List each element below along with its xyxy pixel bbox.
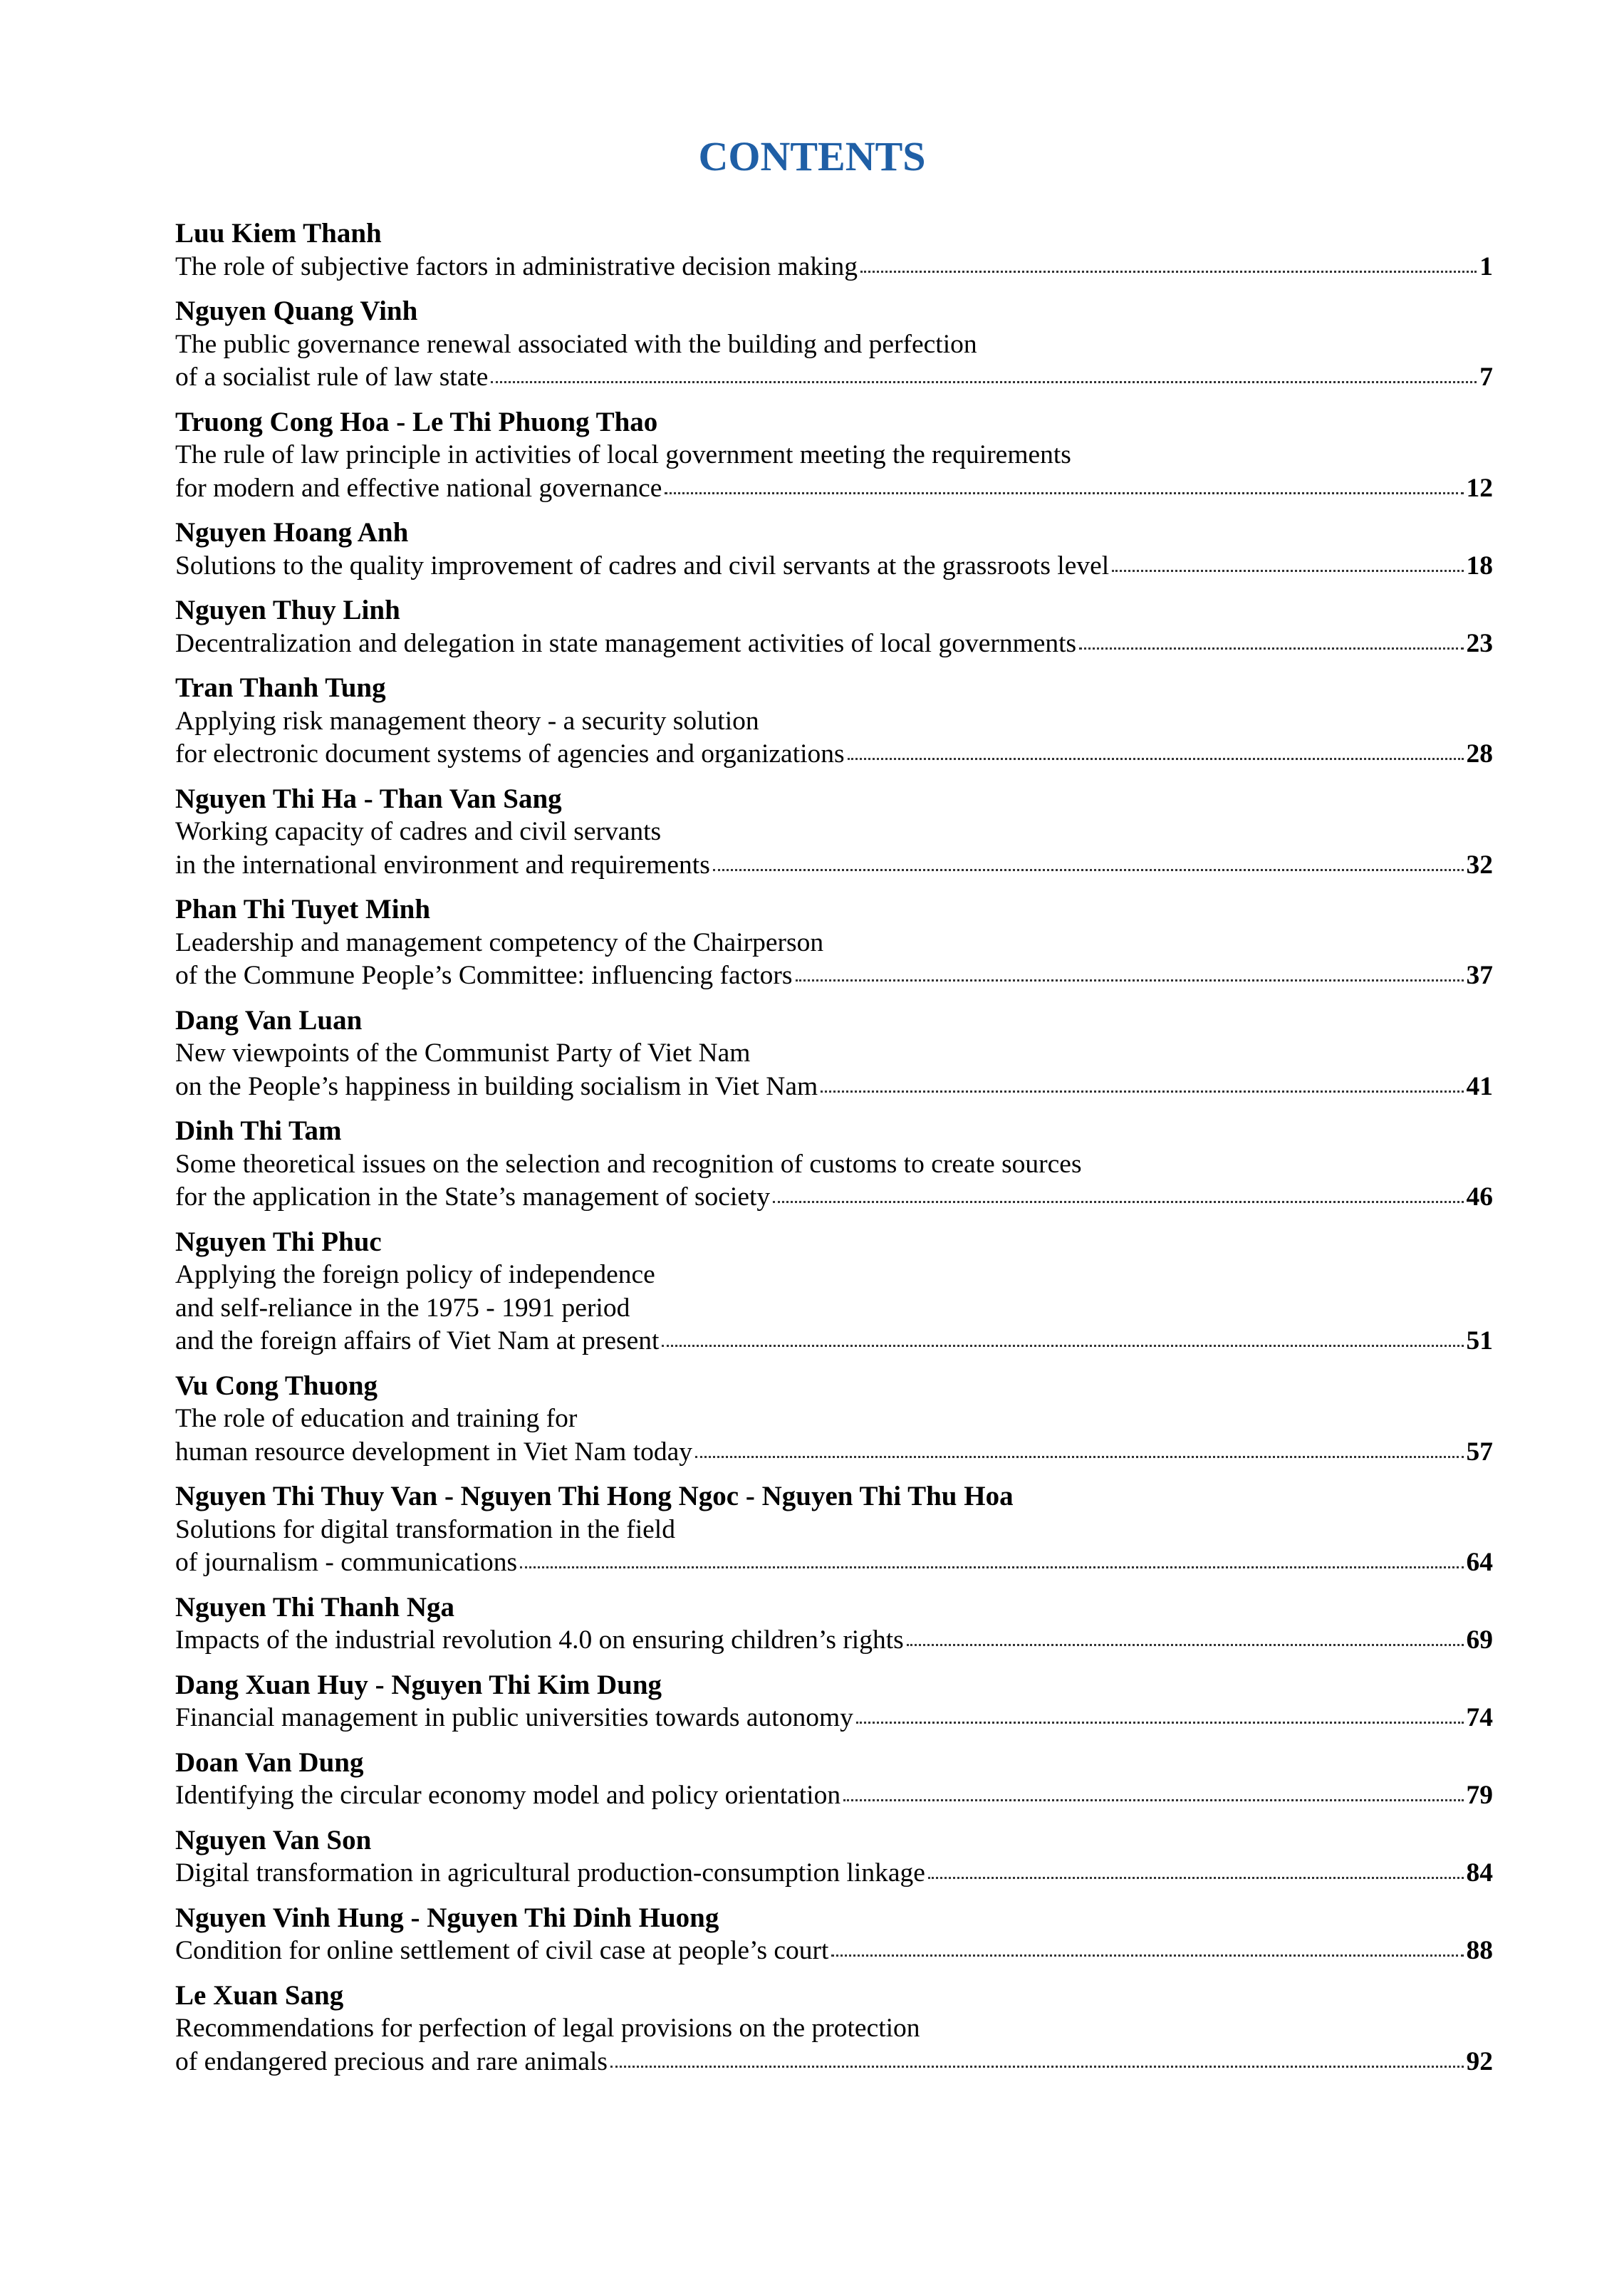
entry-title-line: of a socialist rule of law state [175,363,489,392]
dot-leader [662,1345,1463,1347]
page-number: 41 [1466,1071,1493,1101]
entry-author: Dinh Thi Tam [175,1115,342,1146]
entry-author: Vu Cong Thuong [175,1370,378,1401]
entry-title-line: Identifying the circular economy model and policy orientation [175,1781,841,1810]
toc-entry [175,1004,1493,1104]
toc-entry [175,406,1493,506]
entry-title-last-line [175,628,1493,661]
entry-title-line: of the Commune People’s Committee: influencing factors [175,961,793,990]
entry-author: Nguyen Vinh Hung - Nguyen Thi Dinh Huong [175,1902,719,1933]
dot-leader [848,758,1464,760]
toc-entry [175,1115,1493,1214]
entry-title-line: Financial management in public universities towards autonomy [175,1703,853,1732]
entry-author: Dang Van Luan [175,1004,363,1036]
page-number: 18 [1466,551,1493,581]
entry-title-last-line [175,1181,1493,1214]
entry-title-last-line [175,1546,1493,1580]
page-number: 74 [1466,1703,1493,1732]
entry-title-last-line [175,2046,1493,2079]
entry-title-line: human resource development in Viet Nam today [175,1437,693,1467]
entry-title-last-line [175,1325,1493,1358]
dot-leader [831,1954,1463,1957]
entry-title-line: Impacts of the industrial revolution 4.0 on ensuring children’s rights [175,1625,904,1655]
entry-title-line: in the international environment and requirements [175,850,710,880]
entry-title-line: of journalism - communications [175,1548,518,1577]
dot-leader [695,1456,1463,1458]
dot-leader [860,271,1477,273]
entry-author: Nguyen Thi Thanh Nga [175,1591,454,1623]
page-number: 23 [1466,628,1493,658]
entry-title-last-line [175,251,1493,284]
toc-entry [175,594,1493,660]
entry-title-line: and self-reliance in the 1975 - 1991 period [175,1293,630,1323]
entry-title-line: The public governance renewal associated with the building and perfection [175,329,977,359]
toc-entry [175,1370,1493,1469]
entry-title-line: Applying risk management theory - a security solution [175,706,759,736]
entry-title-line: Decentralization and delegation in state management activities of local governments [175,628,1077,658]
entry-title-line: for electronic document systems of agencies and organizations [175,739,845,769]
entry-title-last-line [175,1857,1493,1890]
page-number: 51 [1466,1326,1493,1355]
page-number: 84 [1466,1858,1493,1888]
entry-author: Truong Cong Hoa - Le Thi Phuong Thao [175,406,658,437]
toc-entry [175,1591,1493,1657]
entry-title-line: and the foreign affairs of Viet Nam at present [175,1326,660,1355]
entry-title-last-line [175,1779,1493,1813]
entry-title-line: Condition for online settlement of civil case at people’s court [175,1936,829,1965]
entry-title-line: on the People’s happiness in building socialism in Viet Nam [175,1071,818,1101]
entry-title-line: New viewpoints of the Communist Party of Viet Nam [175,1039,751,1068]
entry-title-line: for modern and effective national governance [175,473,662,503]
entry-title-line: The role of education and training for [175,1404,578,1433]
page-number: 57 [1466,1437,1493,1467]
page-number: 12 [1466,473,1493,503]
dot-leader [665,492,1463,494]
entry-title-line: Working capacity of cadres and civil servants [175,817,662,846]
entry-title-line: Digital transformation in agricultural production-consumption linkage [175,1858,925,1888]
page-number: 64 [1466,1548,1493,1577]
entry-title-line: Applying the foreign policy of independence [175,1260,655,1289]
entry-title-line: The rule of law principle in activities of local government meeting the requirements [175,440,1071,469]
toc-entry [175,1480,1493,1580]
entry-title-last-line [175,738,1493,771]
page-number: 79 [1466,1781,1493,1810]
entry-title-last-line [175,1702,1493,1735]
toc-entry [175,295,1493,395]
dot-leader [928,1877,1464,1879]
toc-entry [175,672,1493,771]
page-number: 1 [1479,251,1493,281]
dot-leader [773,1201,1463,1203]
entry-title-last-line [175,849,1493,883]
toc-entry [175,1226,1493,1358]
page-title: CONTENTS [698,133,926,179]
dot-leader [796,979,1464,982]
entry-title-last-line [175,1624,1493,1657]
toc-entry [175,516,1493,583]
page-number: 92 [1466,2046,1493,2076]
dot-leader [520,1566,1463,1568]
dot-leader [1079,647,1463,650]
entry-author: Doan Van Dung [175,1747,364,1778]
entry-title-last-line [175,959,1493,993]
dot-leader [491,381,1477,383]
entry-title-line: for the application in the State’s management of society [175,1182,771,1212]
entry-author: Nguyen Hoang Anh [175,517,409,548]
dot-leader [821,1090,1463,1093]
entry-author: Nguyen Thi Phuc [175,1226,382,1257]
entry-title-last-line [175,1935,1493,1968]
toc-entry [175,1979,1493,2079]
page-number: 69 [1466,1625,1493,1655]
table-of-contents [175,217,1493,2090]
toc-entry [175,217,1493,283]
entry-author: Dang Xuan Huy - Nguyen Thi Kim Dung [175,1669,662,1700]
dot-leader [1112,570,1463,572]
page-number: 7 [1479,363,1493,392]
entry-author: Nguyen Thi Thuy Van - Nguyen Thi Hong Ngoc - Nguyen Thi Thu Hoa [175,1481,1014,1511]
entry-title-last-line [175,550,1493,583]
dot-leader [907,1644,1464,1646]
entry-title-line: Solutions for digital transformation in the field [175,1514,675,1544]
toc-entry [175,893,1493,993]
toc-entry [175,1747,1493,1813]
page-number: 28 [1466,739,1493,769]
entry-title-last-line [175,472,1493,506]
entry-title-last-line [175,361,1493,395]
page-number: 37 [1466,961,1493,990]
page-number: 32 [1466,850,1493,880]
dot-leader [713,869,1464,871]
entry-author: Le Xuan Sang [175,1979,344,2011]
page-number: 46 [1466,1182,1493,1212]
toc-entry [175,1669,1493,1735]
toc-entry [175,1824,1493,1890]
entry-title-last-line [175,1071,1493,1104]
entry-author: Nguyen Van Son [175,1824,372,1855]
entry-title-line: Solutions to the quality improvement of cadres and civil servants at the grassroots level [175,551,1110,581]
entry-author: Nguyen Quang Vinh [175,296,418,326]
entry-title-line: Recommendations for perfection of legal provisions on the protection [175,2014,920,2043]
page-number: 88 [1466,1936,1493,1965]
entry-title-line: Leadership and management competency of the Chairperson [175,927,824,957]
dot-leader [843,1799,1463,1801]
dot-leader [856,1722,1464,1724]
entry-title-line: of endangered precious and rare animals [175,2046,608,2076]
dot-leader [610,2066,1463,2068]
entry-author: Luu Kiem Thanh [175,218,382,249]
entry-author: Nguyen Thuy Linh [175,595,400,625]
entry-author: Phan Thi Tuyet Minh [175,894,431,925]
entry-title-last-line [175,1436,1493,1469]
toc-entry [175,783,1493,883]
entry-title-line: Some theoretical issues on the selection and recognition of customs to create sources [175,1149,1082,1179]
entry-title-line: The role of subjective factors in administrative decision making [175,251,858,281]
entry-author: Tran Thanh Tung [175,672,386,703]
toc-entry [175,1902,1493,1968]
entry-author: Nguyen Thi Ha - Than Van Sang [175,783,562,814]
